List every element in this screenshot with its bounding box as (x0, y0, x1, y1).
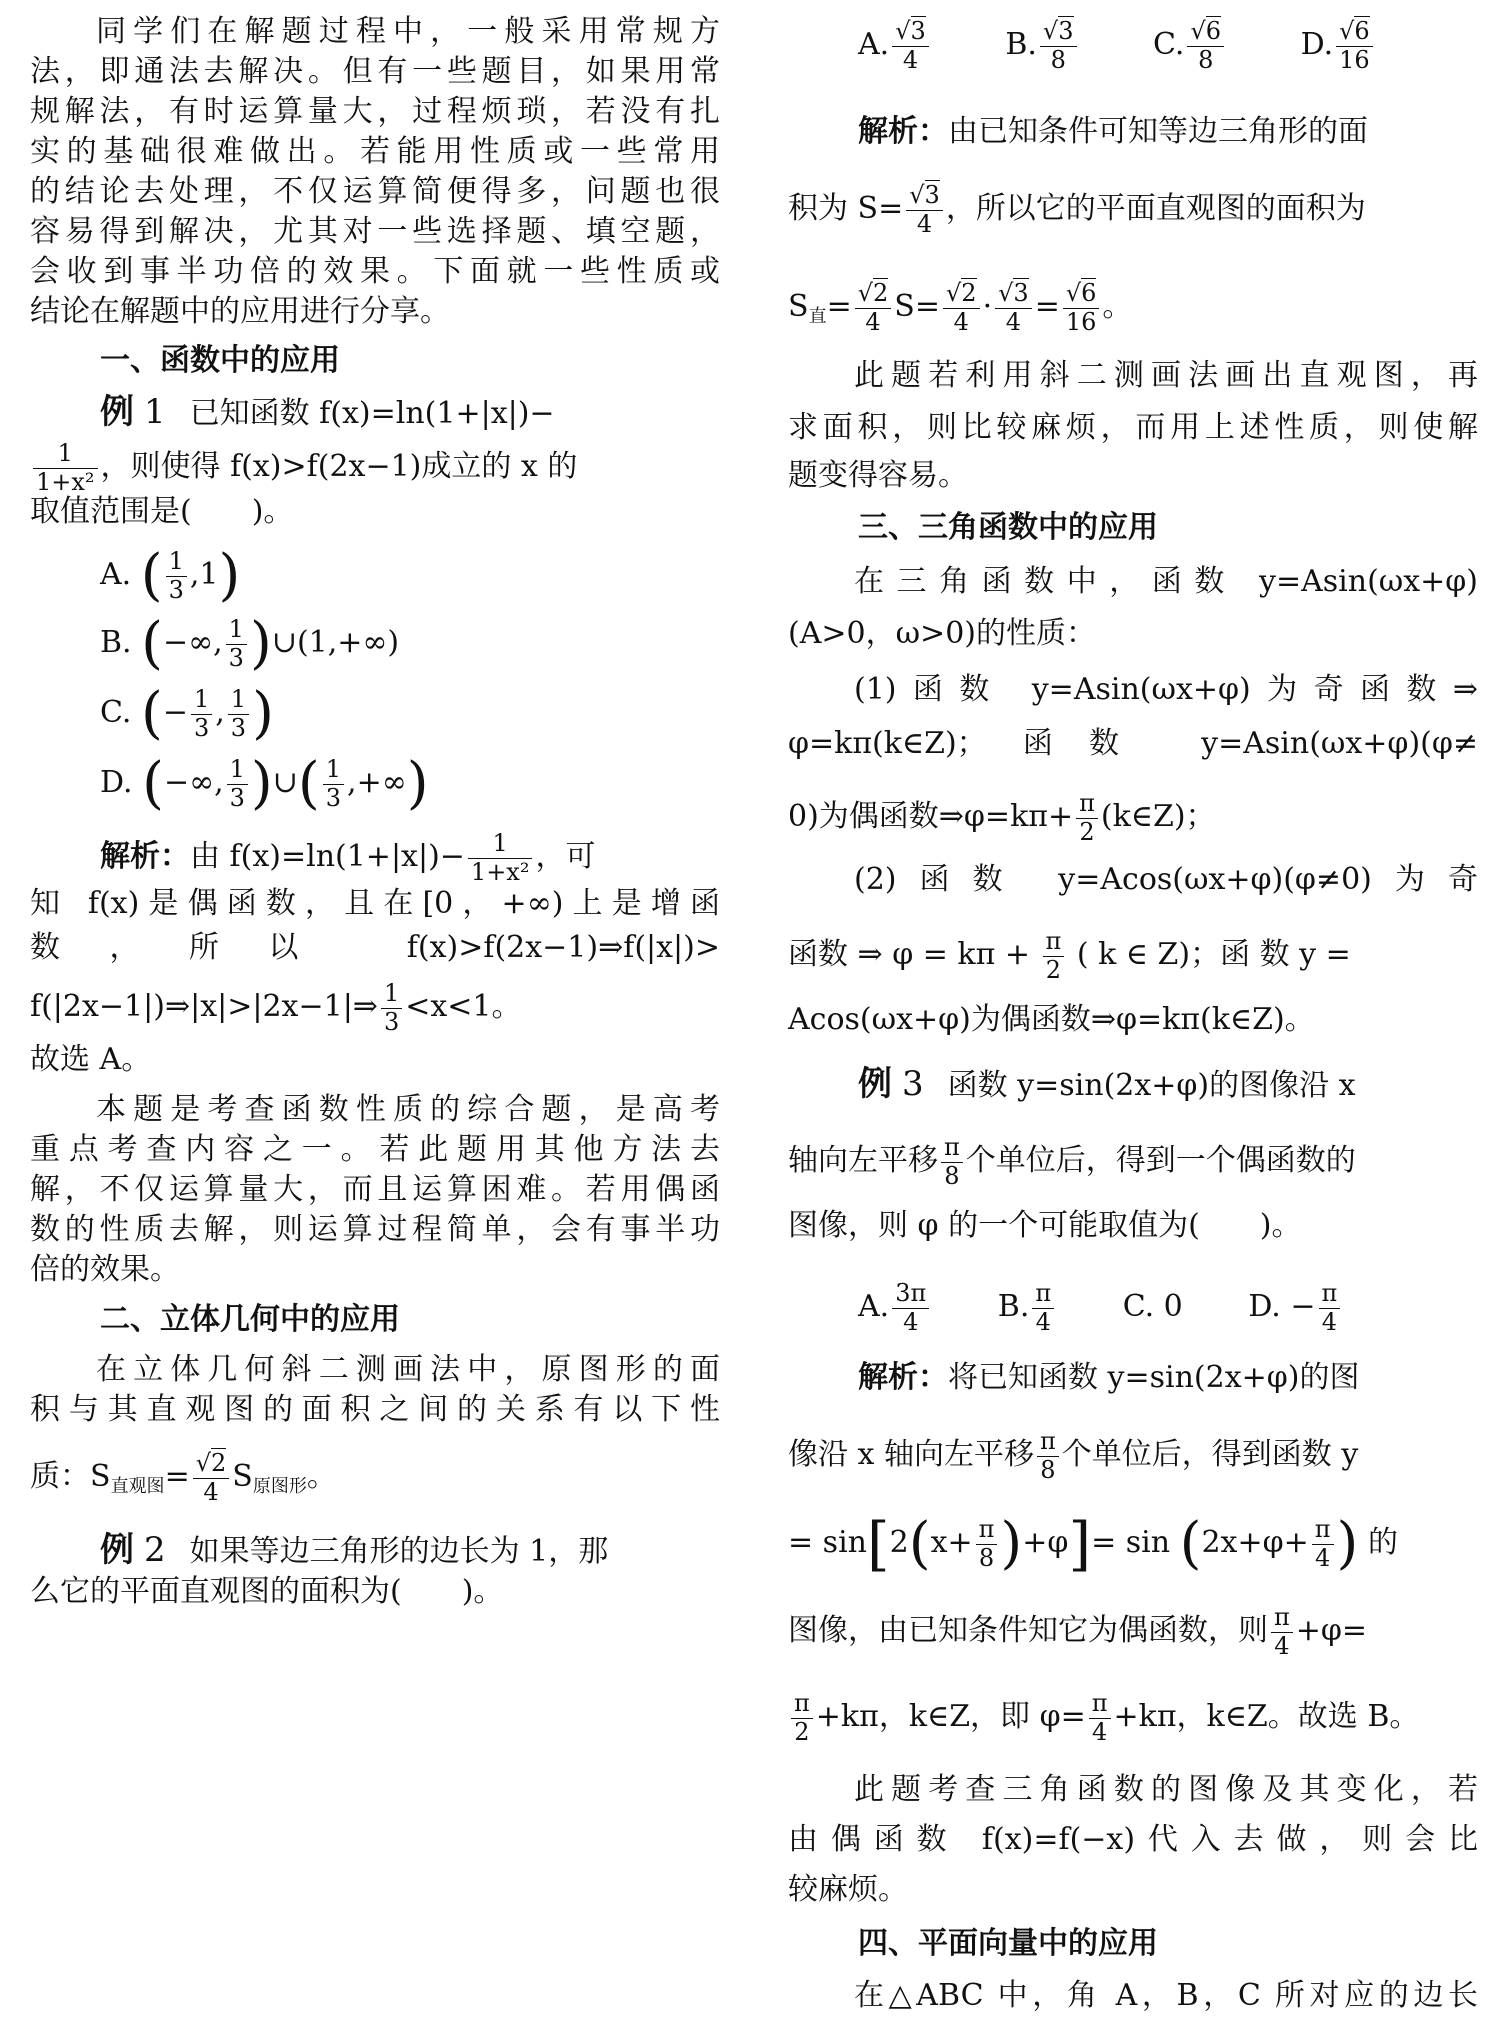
comment-2-line: 求面积，则比较麻烦，而用上述性质，则使解 (788, 410, 1478, 445)
section-heading-1: 一、函数中的应用 (100, 343, 340, 378)
trig-line: 在三角函数中，函数 y=Asin(ωx+φ) (854, 564, 1478, 599)
trig-line: (2)函数 y=Acos(ωx+φ)(φ≠0)为奇 (854, 862, 1478, 897)
intro-line: 会收到事半功倍的效果。下面就一些性质或 (30, 254, 720, 289)
example-1-text: 已知函数 f(x)=ln(1+|x|)− (189, 396, 555, 431)
solution-3-line: 图像，由已知条件知它为偶函数，则 $\frac{\pi}{4}$ +φ= (788, 1603, 1368, 1660)
intro-line: 结论在解题中的应用进行分享。 (30, 294, 450, 329)
trig-line: (A>0，ω>0)的性质： (788, 616, 1096, 651)
intro-line: 同学们在解题过程中，一般采用常规方 (96, 14, 720, 49)
comment-3-line: 较麻烦。 (788, 1872, 908, 1907)
comment-1-line: 解，不仅运算量大，而且运算困难。若用偶函 (30, 1172, 720, 1207)
option-c: C. (− $\frac{1}{3}$ , $\frac{1}{3}$ ) (100, 681, 274, 747)
geometry-property: 质：$S_{直观图}=$ $\frac{√2}{4}$ $S_{原图形}$。 (30, 1449, 337, 1506)
solution-3-line: = sin[2(x+ $\frac{\pi}{8}$ )+φ]= sin (2x+φ+ $\frac{\pi}{4}$ ) 的 (788, 1510, 1398, 1579)
section-heading-4: 四、平面向量中的应用 (858, 1926, 1158, 1961)
section-heading-3: 三、三角函数中的应用 (858, 510, 1158, 545)
solution-1-line: 解析：由 f(x)=ln(1+|x|)− $\frac{1}{\text{1+x²}}$ ，可 (100, 829, 596, 886)
solution-1-line: f(|2x−1|)⇒|x|>|2x−1|⇒ $\frac{1}{3}$ <x<1。 (30, 979, 522, 1036)
comment-3-line: 此题考查三角函数的图像及其变化，若 (854, 1772, 1478, 1807)
example-1-line: 取值范围是( )。 (30, 494, 294, 529)
example-3-line: 例 3 函数 y=sin(2x+φ)的图像沿 x (858, 1064, 1356, 1104)
solution-1-line: 数，所以 f(x)>f(2x−1)⇒f(|x|)> (30, 930, 720, 965)
comment-1-line: 本题是考查函数性质的综合题，是高考 (96, 1092, 720, 1127)
solution-2-line: 解析：由已知条件可知等边三角形的面 (858, 114, 1368, 149)
trig-line: 0)为偶函数⇒φ=kπ+ $\frac{\pi}{2}$ (k∈Z)； (788, 789, 1216, 846)
solution-3-line: 像沿 x 轴向左平移 $\frac{\pi}{8}$ 个单位后，得到函数 y (788, 1427, 1359, 1484)
section-heading-2: 二、立体几何中的应用 (100, 1302, 400, 1337)
trig-line: Acos(ωx+φ)为偶函数⇒φ=kπ(k∈Z)。 (788, 1002, 1315, 1037)
comment-1-line: 数的性质去解，则运算过程简单，会有事半功 (30, 1212, 720, 1247)
example-3-options: A. $\frac{3\pi}{4}$ B. $\frac{\pi}{4}$ C. 0 D. − $\frac{\pi}{4}$ (788, 1280, 1478, 1336)
intro-line: 规解法，有时运算量大，过程烦琐，若没有扎 (30, 94, 720, 129)
comment-2-line: 题变得容易。 (788, 458, 968, 493)
comment-3-line: 由偶函数 f(x)=f(−x)代入去做，则会比 (788, 1822, 1478, 1857)
example-3-line: 图像，则 φ 的一个可能取值为( )。 (788, 1208, 1302, 1243)
example-label: 例 (100, 392, 134, 432)
trig-line: φ=kπ(k∈Z)；函数 y=Asin(ωx+φ)(φ≠ (788, 726, 1478, 761)
solution-2-line: $S_直=$ $\frac{√2}{4}$ S= $\frac{√2}{4}$ · $\frac{√3}{4}$ = $\frac{√6}{16}$ 。 (788, 279, 1133, 336)
comment-2-line: 此题若利用斜二测画法画出直观图，再 (854, 358, 1478, 393)
example-2-options: A. $\frac{√3}{4}$ B. $\frac{√3}{8}$ C. $\frac{√6}{8}$ D. $\frac{√6}{16}$ (788, 18, 1478, 74)
comment-1-line: 倍的效果。 (30, 1252, 180, 1287)
example-1-line (30, 392, 720, 434)
comment-1-line: 重点考查内容之一。若此题用其他方法去 (30, 1132, 720, 1167)
fraction: $\frac{1}{\text{1+x²}}$ (33, 440, 98, 496)
example-2-line: 例 2 如果等边三角形的边长为 1，那 (100, 1530, 609, 1570)
example-number: 1 (144, 392, 166, 432)
solution-1-line: 故选 A。 (30, 1042, 152, 1077)
option-b: B. (−∞, $\frac{1}{3}$ )∪(1,+∞) (100, 611, 400, 677)
intro-line: 的结论去处理，不仅运算简便得多，问题也很 (30, 174, 720, 209)
trig-line: 函数 ⇒ φ = kπ + $\frac{\pi}{2}$ ( k ∈ Z)；函 数 y = (788, 927, 1351, 984)
geometry-line: 在立体几何斜二测画法中，原图形的面 (96, 1352, 720, 1387)
example-label: 例 (100, 1530, 134, 1570)
trig-line: (1)函数 y=Asin(ωx+φ)为奇函数⇒ (854, 672, 1478, 707)
intro-line: 法，即通法去解决。但有一些题目，如果用常 (30, 54, 720, 89)
solution-3-line: $\frac{\pi}{2}$ +kπ，k∈Z，即 φ= $\frac{\pi}{4}$ +kπ，k∈Z。故选 B。 (788, 1690, 1478, 1746)
solution-3-line: 解析：将已知函数 y=sin(2x+φ)的图 (858, 1360, 1360, 1395)
example-3-line: 轴向左平移 $\frac{\pi}{8}$ 个单位后，得到一个偶函数的 (788, 1133, 1356, 1190)
option-d: D. (−∞, $\frac{1}{3}$ )∪( $\frac{1}{3}$ ,+∞) (100, 751, 429, 817)
intro-line: 实的基础很难做出。若能用性质或一些常用 (30, 134, 720, 169)
example-1-line: $\frac{1}{\text{1+x²}}$ ，则使得 f(x)>f(2x−1)成立的 x 的 (30, 440, 720, 496)
solution-1-line: 知 f(x)是偶函数，且在[0，+∞)上是增函 (30, 886, 720, 921)
geometry-line: 积与其直观图的面积之间的关系有以下性 (30, 1392, 720, 1427)
solution-label: 解析： (100, 839, 190, 875)
vector-line: 在△ABC 中，角 A，B，C 所对应的边长 (854, 1978, 1478, 2013)
option-a: A. ( $\frac{1}{3}$ ,1) (100, 543, 241, 609)
solution-2-line: 积为 S= $\frac{√3}{4}$ ，所以它的平面直观图的面积为 (788, 181, 1366, 238)
example-number: 2 (144, 1530, 166, 1570)
intro-line: 容易得到解决，尤其对一些选择题、填空题， (30, 214, 720, 249)
example-2-line: 么它的平面直观图的面积为( )。 (30, 1574, 504, 1609)
